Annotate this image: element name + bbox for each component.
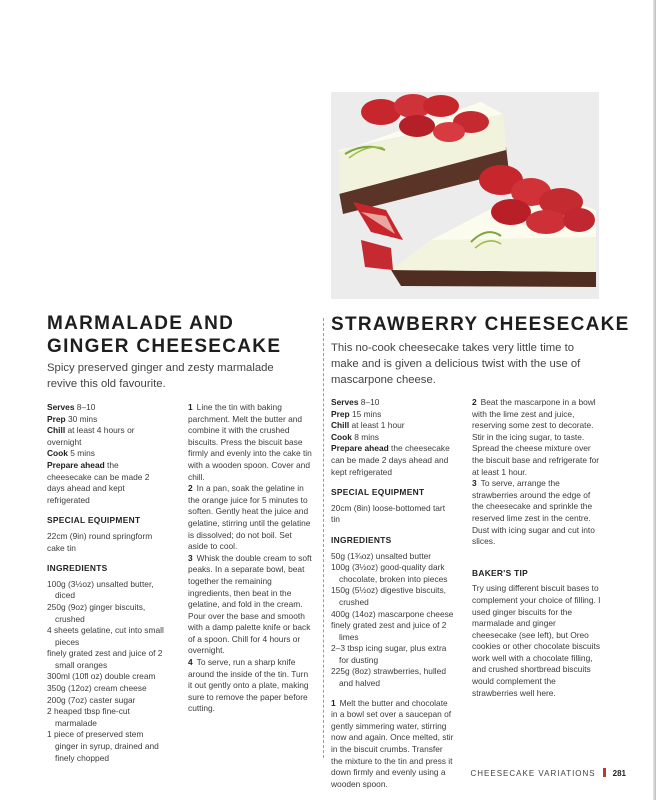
method-step: 1 Line the tin with baking parchment. Melt the butter and combine it with the crushed biscuits. Press the biscuit base firmly and evenly into the cake tin with a wooden spoon. Cover and chill. [188,402,312,482]
ingredient-item: 400g (14oz) mascarpone cheese [331,608,454,619]
right-info-column [331,397,455,790]
left-info-column [47,402,165,764]
left-equipment-heading: SPECIAL EQUIPMENT [47,515,141,526]
right-equipment-heading: SPECIAL EQUIPMENT [331,487,425,498]
ingredient-item: 1 piece of preserved stem ginger in syrup, drained and finely chopped [47,729,159,763]
left-method-column [188,402,312,715]
ingredient-item: 2 heaped tbsp fine-cut marmalade [47,706,130,728]
bakers-tip-text: Try using different biscuit bases to complement your choice of filling. I used ginger biscuits for the marmalade and ginger cheesecake (see left), but Oreo cookies or other chocolate biscuits work well with a chocolate filling, and crushed shortbread biscuits would complement the strawberries well here. [472,583,601,698]
ingredient-item: 225g (8oz) strawberries, hulled and halved [331,666,446,689]
left-recipe-intro: Spicy preserved ginger and zesty marmalade revive this old favourite. [47,362,274,390]
ingredient-item: 350g (12oz) cream cheese [47,683,147,694]
left-recipe-title [47,312,281,358]
method-step: 3 To serve, arrange the strawberries around the edge of the cheesecake and sprinkle the reserved lime zest in the centre. Dust with icing sugar and cut into slices. [472,478,595,547]
right-ingredients-heading: INGREDIENTS [331,534,392,545]
footer-section-title: CHEESECAKE VARIATIONS [470,769,596,778]
method-step: 1 Melt the butter and chocolate in a bowl set over a saucepan of gently simmering water, stirring now and again. Once melted, stir in the biscuit crumbs. Transfer the mixture to the tin and press it down firmly and evenly using a wooden spoon. [331,697,454,789]
ingredient-item: 100g (3½oz) unsalted butter, diced [47,578,154,601]
method-step: 4 To serve, run a sharp knife around the inside of the tin. Turn it out gently onto a plate, making sure to remove the paper before cutting. [188,657,309,714]
ingredient-item: finely grated zest and juice of 2 limes [331,620,447,642]
left-chill: Chill at least 4 hours or overnight [47,425,135,447]
ingredient-item: 150g (5½oz) digestive biscuits, crushed [331,585,446,607]
right-serves: Serves 8–10 [331,397,380,407]
right-prep: Prep 15 mins [331,408,382,419]
left-prep: Prep 30 mins [47,413,98,424]
left-title-line1: MARMALADE AND [47,313,235,334]
right-equipment: 20cm (8in) loose-bottomed tart tin [331,502,446,525]
ingredient-item: 250g (9oz) ginger biscuits, crushed [47,601,146,624]
right-recipe-intro: This no-cook cheesecake takes very little time to make and is given a delicious twist with the use of mascarpone cheese. [331,342,581,386]
right-chill: Chill at least 1 hour [331,420,405,431]
ingredient-item: 100g (3½oz) good-quality dark chocolate, broken into pieces [331,562,448,584]
right-recipe-title: STRAWBERRY CHEESECAKE [331,314,630,335]
right-ingredients-list [331,551,455,690]
cheesecake-photo [331,92,599,299]
ingredient-item: finely grated zest and juice of 2 small oranges [47,648,163,670]
ingredient-item: 300ml (10fl oz) double cream [47,671,156,682]
page-number: 281 [612,769,626,778]
method-step: 2 Beat the mascarpone in a bowl with the lime zest and juice, reserving some zest to decorate. Stir in the icing sugar, to taste. Spread the cheese mixture over the biscuit base and refrigerate for at least 1 hour. [472,397,600,477]
left-serves: Serves 8–10 [47,402,96,412]
method-step: 3 Whisk the double cream to soft peaks. In a separate bowl, beat together the remaining ingredients, then beat in the gelatine, and fold in the cream. Pour over the base and smooth with a damp palette knife or back of a spoon. Chill for 4 hours or overnight. [188,552,312,656]
ingredient-item: 2–3 tbsp icing sugar, plus extra for dusting [331,643,447,665]
right-prepare-ahead: Prepare ahead the cheesecake can be made 2 days ahead and kept refrigerated [331,443,450,477]
left-cook: Cook 5 mins [47,448,95,459]
left-title-line2: GINGER CHEESECAKE [47,336,282,357]
method-step: 2 In a pan, soak the gelatine in the orange juice for 5 minutes to soften. Gently heat the juice and gelatine, stirring until the gelatine is dissolved; do not boil. Set aside to cool. [188,483,311,552]
left-prepare-ahead: Prepare ahead the cheesecake can be made 2 days ahead and kept refrigerated [47,459,150,505]
right-cook: Cook 8 mins [331,431,379,442]
ingredient-item: 4 sheets gelatine, cut into small pieces [47,625,164,647]
ingredient-item: 50g (1¾oz) unsalted butter [331,550,432,561]
left-equipment: 22cm (9in) round springform cake tin [47,530,153,553]
column-divider [323,318,324,758]
footer-accent-bar [603,768,606,777]
bakers-tip-heading: BAKER'S TIP [472,567,529,578]
left-ingredients-list [47,579,165,765]
ingredient-item: 200g (7oz) caster sugar [47,694,136,705]
page-footer [470,768,626,778]
right-method-column [472,397,602,699]
left-ingredients-heading: INGREDIENTS [47,563,108,574]
